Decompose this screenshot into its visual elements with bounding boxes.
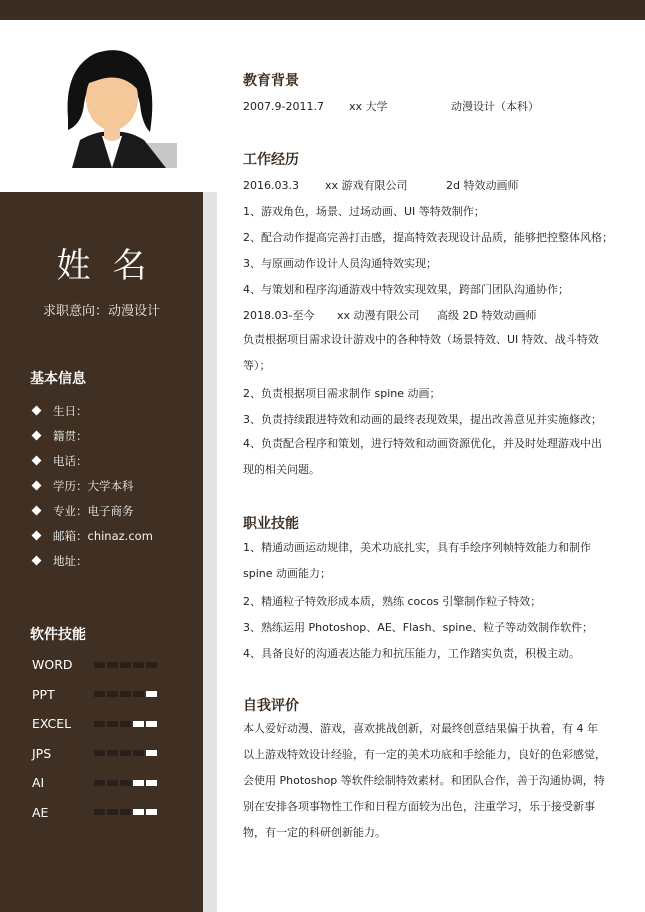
job2-duty: 负责根据项目需求设计游戏中的各种特效（场景特效、UI 特效、战斗特效等）； [243, 333, 599, 372]
software-skill-name: PPT [32, 686, 55, 702]
software-skill-level [94, 662, 157, 668]
info-item-birthday: 生日： [32, 398, 153, 423]
diamond-bullet-icon [32, 456, 42, 466]
software-skill-row [32, 650, 192, 680]
education-row [243, 98, 613, 114]
skill-level-segment [107, 750, 118, 756]
job1-period: 2016.03.3 [243, 179, 299, 192]
job2-row [243, 307, 613, 323]
software-skill-row [32, 739, 192, 769]
job1-row [243, 177, 613, 193]
basic-info-list [32, 398, 153, 573]
education-school: xx 大学 [349, 100, 388, 113]
skill-level-segment [94, 809, 105, 815]
diamond-bullet-icon [32, 431, 42, 441]
skill-level-segment [107, 809, 118, 815]
info-item-address: 地址： [32, 548, 153, 573]
job1-duty: 2、配合动作提高完善打击感，提高特效表现设计品质，能够把控整体风格； [243, 231, 613, 244]
software-skill-row [32, 798, 192, 828]
info-item-email: 邮箱：chinaz.com [32, 523, 153, 548]
info-item-hometown: 籍贯： [32, 423, 153, 448]
skill-level-segment [133, 750, 144, 756]
job1-duty: 1、游戏角色，场景、过场动画、UI 等特效制作； [243, 205, 485, 218]
skill-level-segment [94, 662, 105, 668]
avatar [42, 40, 182, 182]
top-bar [0, 0, 645, 20]
self-eval-text: 本人爱好动漫、游戏，喜欢挑战创新，对最终创意结果偏于执着，有 4 年以上游戏特效设计经验，有一定的美术功底和手绘能力，良好的色彩感觉，会使用 Photoshop 等软件绘制特效素材。和团队合作，善于沟通协调，特别在安排各项事物性工作和日程方面较为出色，注重学习，乐于接受新事物，有一定的科研创新能力。 [243, 722, 606, 839]
software-skill-row [32, 680, 192, 710]
skill-level-segment [120, 750, 131, 756]
skill-item: 2、精通粒子特效形成本质，熟练 cocos 引擎制作粒子特效； [243, 595, 542, 608]
skill-level-segment [107, 691, 118, 697]
skill-level-segment [120, 780, 131, 786]
software-skill-row [32, 768, 192, 798]
skill-level-segment [146, 809, 157, 815]
diamond-bullet-icon [32, 506, 42, 516]
software-skill-name: EXCEL [32, 716, 72, 732]
job1-duty: 3、与原画动作设计人员沟通特效实现； [243, 257, 437, 270]
diamond-bullet-icon [32, 556, 42, 566]
skills-title: 职业技能 [243, 516, 299, 532]
skill-level-segment [146, 691, 157, 697]
software-skill-level [94, 721, 157, 727]
software-skill-name: AI [32, 775, 45, 791]
diamond-bullet-icon [32, 481, 42, 491]
skill-level-segment [107, 721, 118, 727]
software-skill-level [94, 691, 157, 697]
skill-level-segment [94, 721, 105, 727]
sidebar-shadow [203, 192, 217, 912]
skill-level-segment [94, 691, 105, 697]
self-eval-title: 自我评价 [243, 698, 299, 714]
software-skill-name: AE [32, 804, 49, 820]
software-skill-level [94, 809, 157, 815]
education-period: 2007.9-2011.7 [243, 100, 324, 113]
skill-level-segment [107, 780, 118, 786]
job2-duty: 2、负责根据项目需求制作 spine 动画； [243, 387, 441, 400]
skill-item: 4、具备良好的沟通表达能力和抗压能力，工作踏实负责，积极主动。 [243, 647, 580, 660]
skill-level-segment [146, 662, 157, 668]
skill-level-segment [94, 750, 105, 756]
skill-level-segment [120, 691, 131, 697]
work-title: 工作经历 [243, 152, 299, 168]
basic-info-title: 基本信息 [30, 371, 86, 387]
job2-duty: 3、负责持续跟进特效和动画的最终表现效果，提出改善意见并实施修改； [243, 413, 602, 426]
software-skills-list [32, 650, 192, 827]
software-skill-row [32, 709, 192, 739]
job1-duty: 4、与策划和程序沟通游戏中特效实现效果，跨部门团队沟通协作； [243, 283, 569, 296]
software-skill-name: JPS [32, 745, 52, 761]
skill-level-segment [146, 721, 157, 727]
info-item-degree: 学历：大学本科 [32, 473, 153, 498]
skill-level-segment [133, 721, 144, 727]
skill-level-segment [94, 780, 105, 786]
skill-item: 1、精通动画运动规律，美术功底扎实，具有手绘序列帧特效能力和制作 spine 动画能力； [243, 541, 591, 580]
sidebar [0, 192, 203, 912]
software-skill-name: WORD [32, 657, 73, 673]
job-intent: 求职意向：动漫设计 [42, 304, 160, 319]
education-title: 教育背景 [243, 73, 299, 89]
diamond-bullet-icon [32, 406, 42, 416]
skill-level-segment [120, 809, 131, 815]
avatar-illustration-icon [42, 40, 182, 182]
skill-level-segment [120, 662, 131, 668]
candidate-name: 姓名 [56, 246, 169, 286]
skill-item: 3、熟练运用 Photoshop、AE、Flash、spine、粒子等动效制作软件； [243, 621, 594, 634]
skill-level-segment [133, 780, 144, 786]
software-skill-level [94, 750, 157, 756]
skill-level-segment [107, 662, 118, 668]
job1-position: 2d 特效动画师 [446, 179, 519, 192]
skill-level-segment [120, 721, 131, 727]
education-major: 动漫设计（本科） [451, 100, 539, 113]
job1-company: xx 游戏有限公司 [325, 179, 408, 192]
skill-level-segment [133, 809, 144, 815]
info-item-major: 专业：电子商务 [32, 498, 153, 523]
software-skill-level [94, 780, 157, 786]
skill-level-segment [133, 691, 144, 697]
info-item-phone: 电话： [32, 448, 153, 473]
skill-level-segment [133, 662, 144, 668]
job2-position: 高级 2D 特效动画师 [437, 309, 537, 322]
job2-company: xx 动漫有限公司 [337, 309, 420, 322]
skill-level-segment [146, 780, 157, 786]
diamond-bullet-icon [32, 531, 42, 541]
job2-duty: 4、负责配合程序和策划，进行特效和动画资源优化，并及时处理游戏中出现的相关问题。 [243, 437, 602, 476]
software-skills-title: 软件技能 [30, 627, 86, 643]
job2-period: 2018.03-至今 [243, 309, 315, 322]
skill-level-segment [146, 750, 157, 756]
